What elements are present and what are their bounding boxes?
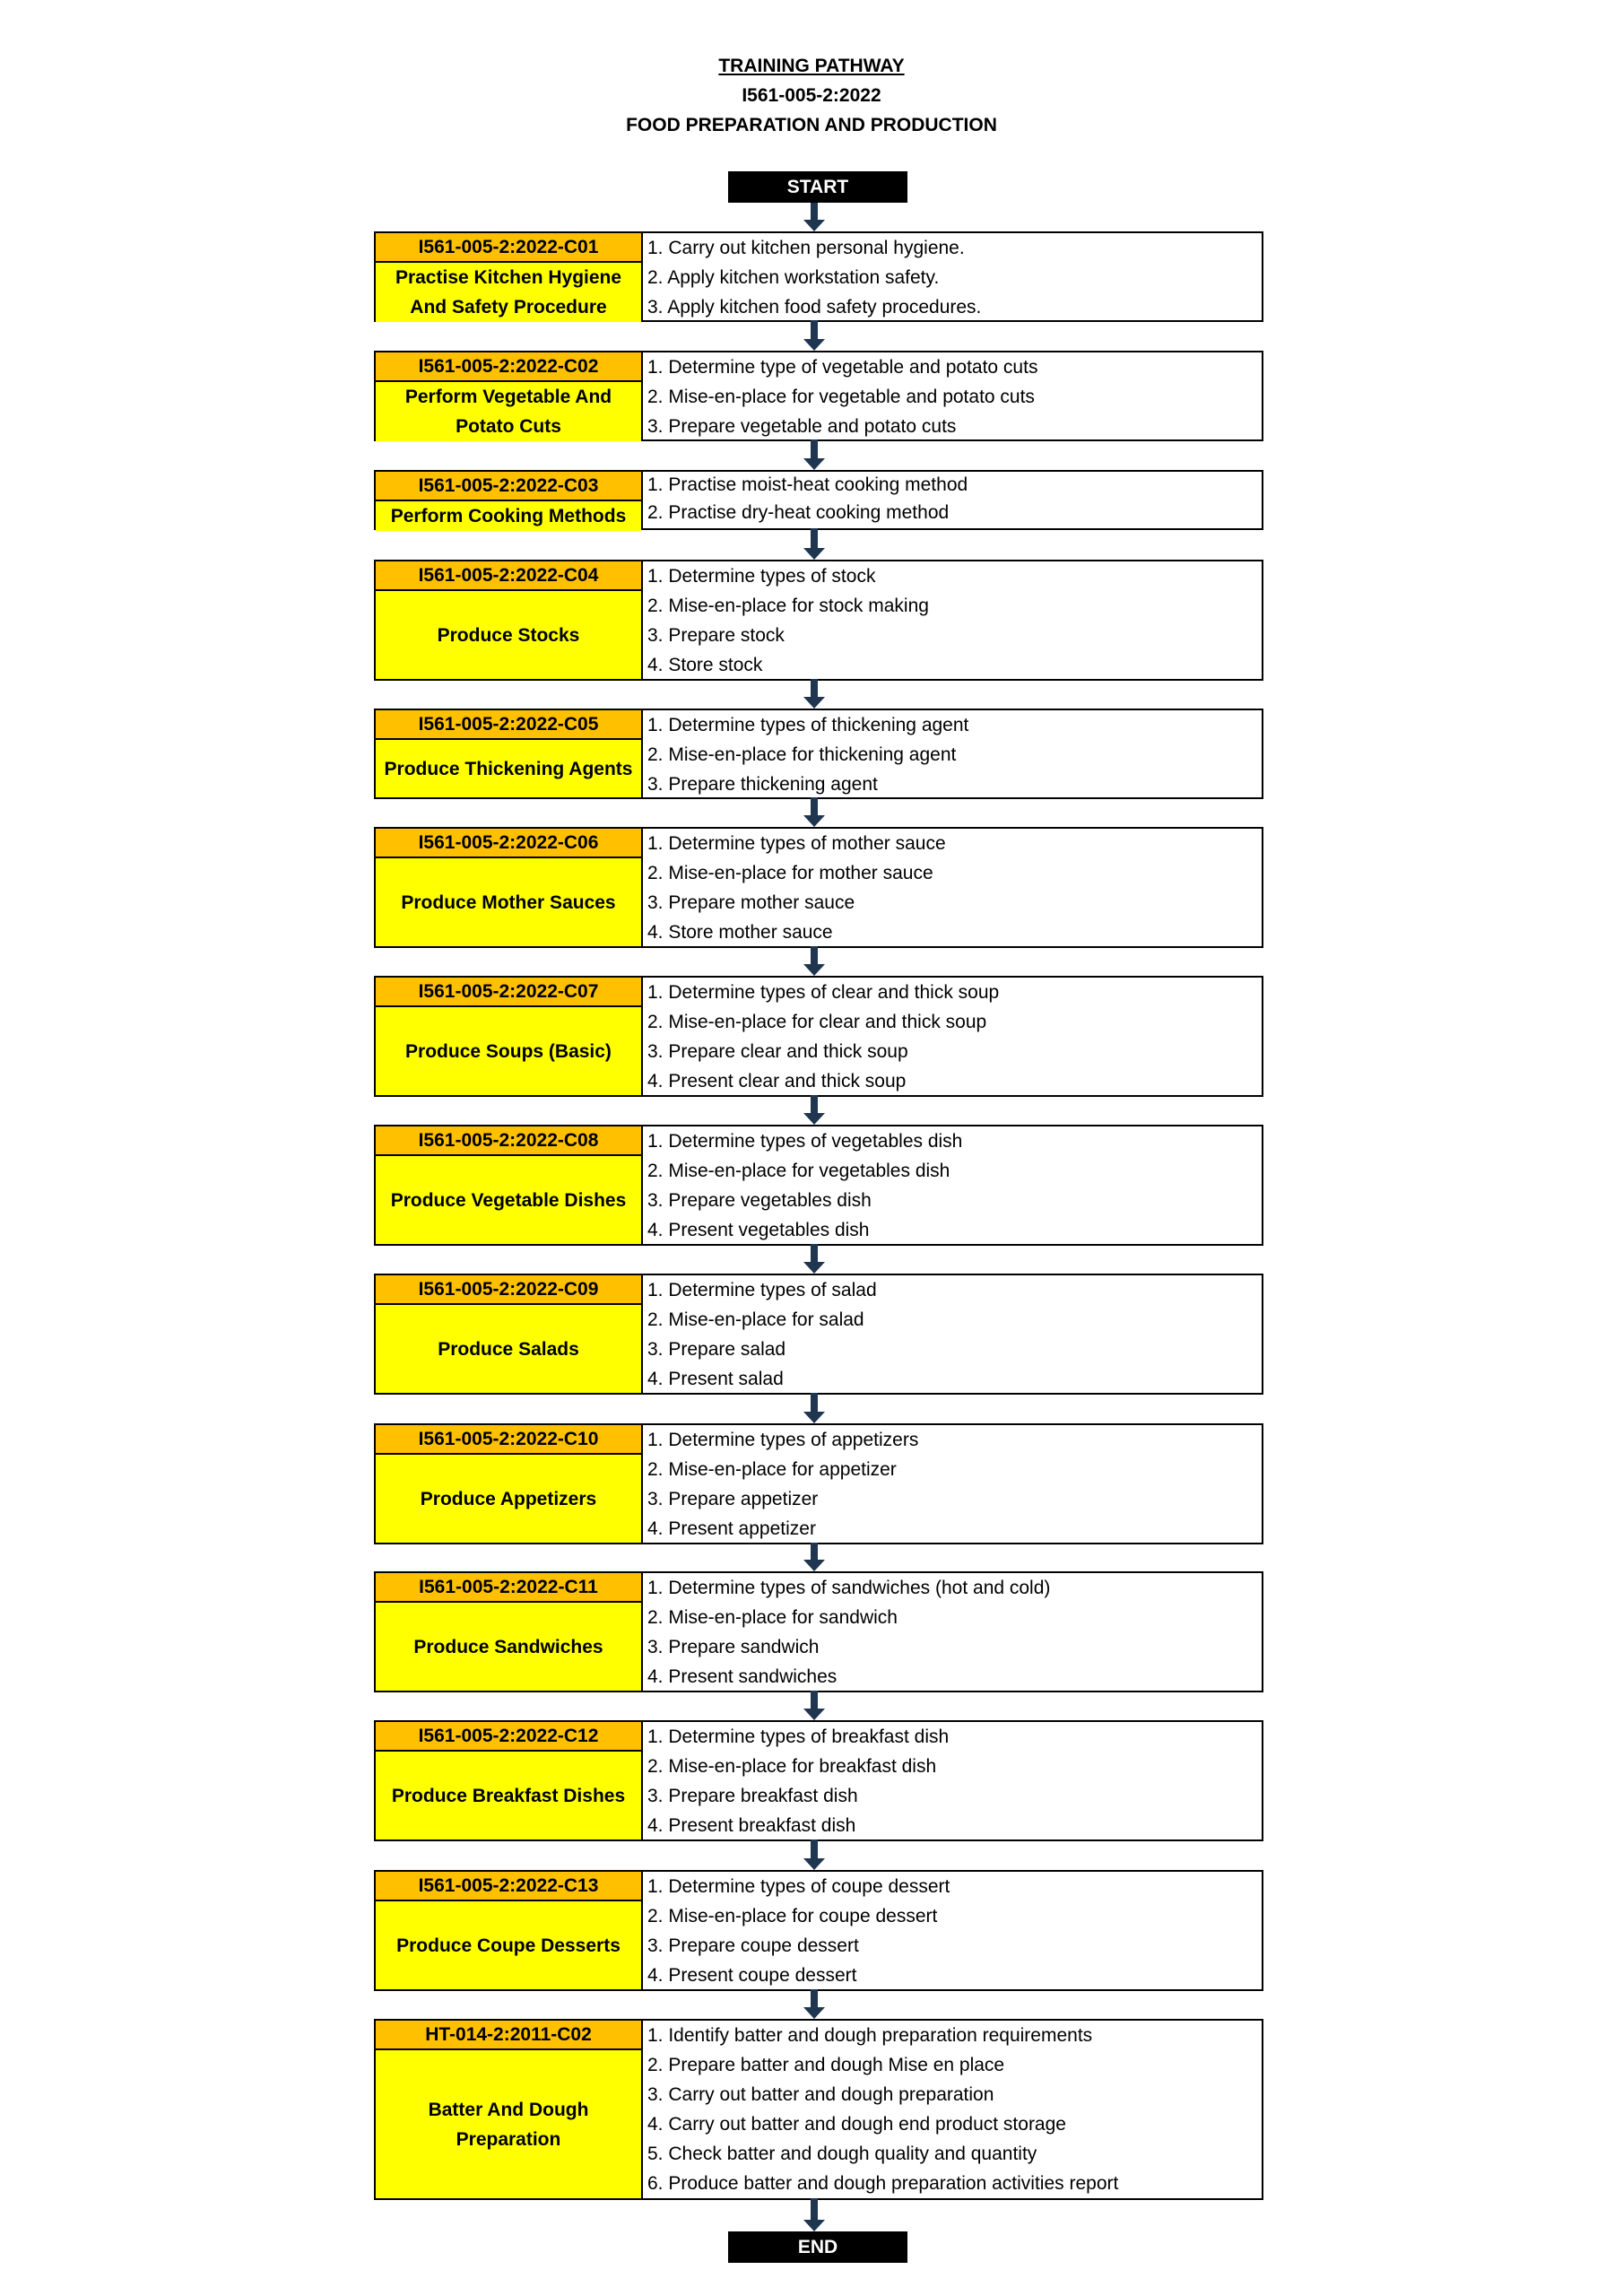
unit-step: 2. Mise-en-place for stock making [647, 596, 929, 616]
unit-code: I561-005-2:2022-C01 [376, 233, 641, 263]
unit-box [374, 1571, 1263, 1692]
unit-steps [643, 978, 1262, 1095]
unit-step: 2. Mise-en-place for salad [647, 1309, 864, 1330]
unit-name: Produce Sandwiches [376, 1603, 641, 1691]
unit-steps [643, 1275, 1262, 1393]
unit-step: 4. Present breakfast dish [647, 1815, 856, 1836]
unit-step: 2. Mise-en-place for vegetable and potato cuts [647, 387, 1035, 407]
unit-header [376, 978, 643, 1095]
unit-box [374, 1274, 1263, 1395]
unit-steps [643, 352, 1262, 439]
unit-step: 2. Practise dry-heat cooking method [647, 501, 950, 523]
unit-code: HT-014-2:2011-C02 [376, 2021, 641, 2050]
unit-step: 1. Determine types of clear and thick soup [647, 982, 1000, 1003]
unit-steps [643, 1722, 1262, 1839]
unit-step: 3. Prepare vegetables dish [647, 1190, 872, 1211]
unit-step: 4. Present salad [647, 1369, 784, 1389]
unit-step: 6. Produce batter and dough preparation activities report [647, 2173, 1119, 2194]
end-node: END [728, 2231, 907, 2263]
unit-step: 3. Carry out batter and dough preparation [647, 2084, 994, 2105]
unit-name: Produce Thickening Agents [376, 740, 641, 797]
unit-name: Batter And Dough Preparation [376, 2050, 641, 2198]
unit-name: Produce Coupe Desserts [376, 1901, 641, 1989]
unit-code: I561-005-2:2022-C02 [376, 352, 641, 382]
unit-code: I561-005-2:2022-C06 [376, 829, 641, 858]
unit-step: 3. Prepare breakfast dish [647, 1786, 858, 1806]
unit-header [376, 2021, 643, 2198]
unit-steps [643, 2021, 1262, 2198]
unit-header [376, 1872, 643, 1989]
unit-step: 2. Prepare batter and dough Mise en place [647, 2055, 1005, 2075]
unit-header [376, 1573, 643, 1691]
unit-step: 3. Prepare sandwich [647, 1637, 820, 1657]
unit-step: 3. Prepare stock [647, 625, 785, 646]
unit-code: I561-005-2:2022-C09 [376, 1275, 641, 1305]
unit-step: 3. Prepare appetizer [647, 1489, 819, 1509]
unit-step: 4. Present sandwiches [647, 1666, 838, 1687]
unit-step: 4. Store mother sauce [647, 922, 833, 943]
unit-code: I561-005-2:2022-C07 [376, 978, 641, 1007]
unit-step: 1. Determine types of coupe dessert [647, 1876, 950, 1897]
unit-steps [643, 710, 1262, 797]
unit-steps [643, 472, 1262, 528]
unit-code: I561-005-2:2022-C13 [376, 1872, 641, 1901]
unit-step: 4. Present clear and thick soup [647, 1071, 907, 1091]
unit-header [376, 561, 643, 679]
unit-header [376, 472, 643, 528]
header-code: I561-005-2:2022 [742, 85, 881, 106]
unit-header [376, 1425, 643, 1543]
unit-code: I561-005-2:2022-C05 [376, 710, 641, 740]
unit-step: 4. Present appetizer [647, 1518, 816, 1539]
unit-step: 2. Mise-en-place for coupe dessert [647, 1906, 938, 1926]
unit-step: 2. Mise-en-place for sandwich [647, 1607, 898, 1628]
unit-step: 3. Prepare clear and thick soup [647, 1041, 908, 1062]
unit-box [374, 1125, 1263, 1246]
unit-name: Produce Mother Sauces [376, 858, 641, 946]
unit-box [374, 231, 1263, 322]
unit-header [376, 1126, 643, 1244]
unit-step: 1. Determine types of thickening agent [647, 715, 969, 735]
unit-code: I561-005-2:2022-C10 [376, 1425, 641, 1455]
unit-box [374, 1720, 1263, 1841]
unit-steps [643, 233, 1262, 320]
unit-step: 3. Apply kitchen food safety procedures. [647, 297, 982, 317]
unit-box [374, 470, 1263, 530]
unit-step: 2. Mise-en-place for clear and thick soup [647, 1012, 987, 1032]
start-node: START [728, 171, 907, 203]
unit-box [374, 709, 1263, 799]
unit-code: I561-005-2:2022-C03 [376, 472, 641, 501]
unit-step: 1. Practise moist-heat cooking method [647, 474, 968, 495]
unit-box [374, 1423, 1263, 1544]
unit-header [376, 1722, 643, 1839]
unit-header [376, 233, 643, 320]
unit-code: I561-005-2:2022-C11 [376, 1573, 641, 1603]
header-title: TRAINING PATHWAY [718, 56, 905, 76]
unit-name: Practise Kitchen Hygiene And Safety Procedure [376, 263, 641, 322]
unit-steps [643, 561, 1262, 679]
unit-step: 3. Prepare mother sauce [647, 892, 855, 913]
unit-step: 2. Mise-en-place for mother sauce [647, 863, 933, 883]
unit-name: Produce Vegetable Dishes [376, 1156, 641, 1244]
unit-step: 4. Present coupe dessert [647, 1965, 857, 1986]
unit-name: Perform Vegetable And Potato Cuts [376, 382, 641, 441]
unit-steps [643, 1126, 1262, 1244]
unit-step: 2. Mise-en-place for thickening agent [647, 744, 957, 765]
unit-box [374, 2019, 1263, 2200]
unit-header [376, 352, 643, 439]
unit-step: 3. Prepare coupe dessert [647, 1935, 859, 1956]
unit-name: Perform Cooking Methods [376, 501, 641, 531]
unit-steps [643, 829, 1262, 946]
unit-code: I561-005-2:2022-C08 [376, 1126, 641, 1156]
unit-step: 3. Prepare vegetable and potato cuts [647, 416, 957, 437]
unit-step: 5. Check batter and dough quality and quantity [647, 2144, 1037, 2164]
unit-name: Produce Salads [376, 1305, 641, 1393]
unit-step: 1. Determine types of salad [647, 1280, 877, 1300]
unit-name: Produce Breakfast Dishes [376, 1752, 641, 1839]
unit-step: 1. Determine types of breakfast dish [647, 1726, 950, 1747]
unit-header [376, 829, 643, 946]
unit-step: 1. Determine type of vegetable and potato cuts [647, 357, 1038, 378]
unit-step: 1. Carry out kitchen personal hygiene. [647, 238, 965, 258]
unit-steps [643, 1425, 1262, 1543]
unit-step: 1. Identify batter and dough preparation requirements [647, 2025, 1093, 2046]
unit-steps [643, 1573, 1262, 1691]
unit-header [376, 710, 643, 797]
unit-step: 1. Determine types of appetizers [647, 1430, 919, 1450]
unit-step: 3. Prepare salad [647, 1339, 786, 1360]
unit-step: 2. Mise-en-place for breakfast dish [647, 1756, 937, 1777]
unit-steps [643, 1872, 1262, 1989]
unit-box [374, 976, 1263, 1097]
unit-step: 4. Carry out batter and dough end product storage [647, 2114, 1066, 2135]
unit-box [374, 351, 1263, 441]
unit-step: 4. Present vegetables dish [647, 1220, 870, 1240]
unit-step: 2. Mise-en-place for appetizer [647, 1459, 897, 1480]
unit-name: Produce Appetizers [376, 1455, 641, 1543]
unit-code: I561-005-2:2022-C04 [376, 561, 641, 591]
unit-step: 1. Determine types of mother sauce [647, 833, 946, 854]
unit-header [376, 1275, 643, 1393]
unit-box [374, 827, 1263, 948]
unit-code: I561-005-2:2022-C12 [376, 1722, 641, 1752]
unit-step: 4. Store stock [647, 655, 763, 675]
unit-name: Produce Soups (Basic) [376, 1007, 641, 1095]
header-subtitle: FOOD PREPARATION AND PRODUCTION [626, 115, 997, 135]
unit-step: 1. Determine types of stock [647, 566, 876, 587]
unit-box [374, 560, 1263, 681]
unit-step: 1. Determine types of vegetables dish [647, 1131, 963, 1152]
unit-name: Produce Stocks [376, 591, 641, 679]
unit-step: 3. Prepare thickening agent [647, 774, 878, 795]
unit-step: 2. Mise-en-place for vegetables dish [647, 1161, 950, 1181]
unit-box [374, 1870, 1263, 1991]
unit-step: 2. Apply kitchen workstation safety. [647, 267, 940, 288]
unit-step: 1. Determine types of sandwiches (hot and cold) [647, 1578, 1051, 1598]
